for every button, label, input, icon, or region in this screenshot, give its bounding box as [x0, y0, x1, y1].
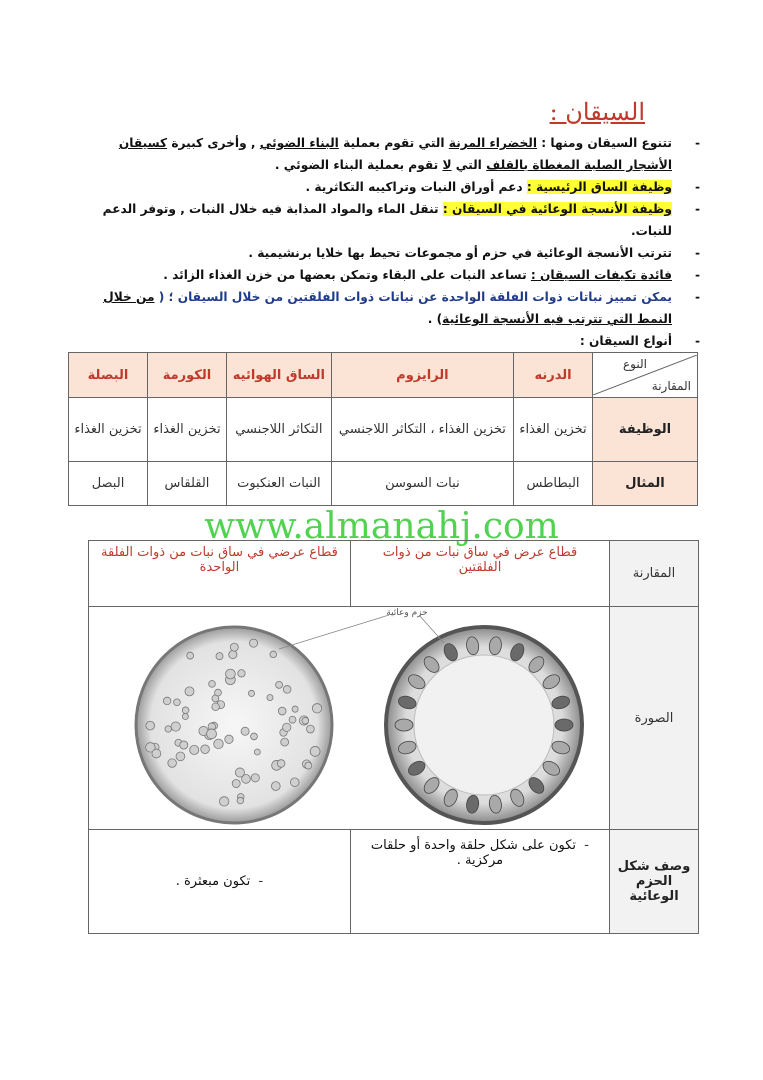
monocot-description: تكون مبعثرة .: [175, 874, 251, 889]
note-text: تترتب الأنسجة الوعائية في حزم أو مجموعات تحيط بها خلايا برنشيمية .: [248, 246, 672, 260]
vascular-bundle: [182, 707, 189, 714]
bullet-dash: -: [576, 838, 590, 853]
vascular-bundle: [174, 699, 181, 706]
list-item: [78, 176, 678, 198]
vascular-bundle: [207, 729, 217, 739]
vascular-bundle: [281, 738, 289, 746]
list-item: [78, 330, 678, 352]
watermark: www.almanahj.com: [204, 506, 559, 547]
table-cell: البصل: [69, 462, 148, 506]
dicot-section: [386, 627, 582, 823]
vascular-bundle: [251, 774, 259, 782]
vascular-bundle: [229, 650, 237, 658]
vascular-bundle: [146, 721, 155, 730]
vascular-bundle: [277, 760, 285, 768]
vascular-bundle: [278, 707, 286, 715]
note-text: كسيقان الأشجار الصلبة المغطاة بالقلف: [118, 136, 672, 172]
vascular-bundle: [312, 704, 321, 713]
vascular-bundle: [248, 690, 254, 696]
list-item: [78, 264, 678, 286]
highlighted-term: وظيفة الأنسجة الوعائية في السيقان :: [442, 202, 672, 216]
vascular-bundle: [267, 694, 273, 700]
note-text: تتنوع السيقان ومنها :: [537, 136, 672, 150]
vascular-bundle: [235, 768, 244, 777]
vascular-bundle: [292, 706, 298, 712]
vascular-bundle: [238, 670, 245, 677]
vascular-bundle: [283, 723, 291, 731]
stem-types-table: [68, 352, 698, 506]
corner-bottom-label: المقارنة: [651, 379, 691, 393]
vascular-bundle: [290, 778, 299, 787]
row-header: المقارنة: [610, 541, 699, 607]
vascular-bundle: [251, 733, 258, 740]
vascular-bundle: [289, 716, 296, 723]
vascular-bundle: [232, 780, 240, 788]
vascular-bundle: [283, 686, 291, 694]
note-text: التي تقوم بعملية: [338, 136, 449, 150]
vascular-bundle: [254, 749, 260, 755]
note-text: يمكن تمييز نباتات ذوات الفلقة الواحدة عن نباتات ذوات الفلقتين من خلال السيقان ؛ (: [154, 290, 672, 304]
vascular-bundle: [241, 727, 249, 735]
vascular-bundle: [276, 681, 283, 688]
monocot-title: قطاع عرضي في ساق نبات من ذوات الفلقة الواحدة: [89, 541, 351, 607]
vascular-bundle: [171, 722, 180, 731]
table-cell: تخزين الغذاء ، التكاثر اللاجنسي: [331, 398, 513, 462]
note-text: ) .: [427, 312, 443, 326]
stem-sections-illustration: [89, 607, 609, 829]
vascular-bundle: [271, 782, 280, 791]
table-cell: التكاثر اللاجنسي: [226, 398, 331, 462]
table-cell: القلقاس: [148, 462, 227, 506]
vascular-bundle: [180, 741, 188, 749]
vascular-bundle: [225, 735, 233, 743]
table-header-row: [69, 353, 698, 398]
list-item: [78, 132, 678, 176]
list-item: [78, 242, 678, 264]
vascular-bundle: [302, 717, 309, 724]
table-row: [69, 462, 698, 506]
vascular-bundle: [310, 746, 320, 756]
notes-list: [78, 132, 678, 352]
vascular-bundle: [215, 689, 222, 696]
table-cell: البطاطس: [514, 462, 593, 506]
list-item: [78, 286, 678, 330]
dicot-description-cell: [350, 830, 609, 934]
table-header: الكورمة: [148, 353, 227, 398]
table-header: الرايزوم: [331, 353, 513, 398]
row-header: المثال: [593, 462, 698, 506]
table-row: [89, 830, 699, 934]
vascular-bundle: [187, 652, 194, 659]
table-cell: تخزين الغذاء: [148, 398, 227, 462]
vascular-bundle: [237, 797, 244, 804]
vascular-bundle: [209, 681, 216, 688]
vascular-bundle: [270, 651, 277, 658]
table-row: [69, 398, 698, 462]
note-text: تنقل الماء والمواد المذابة فيه خلال النبات , وتوفر الدعم للنبات.: [102, 202, 672, 238]
table-header: البصلة: [69, 353, 148, 398]
note-text: فائدة تكيفات السيقان :: [530, 268, 672, 282]
vascular-bundle: [176, 752, 185, 761]
vascular-bundle-caption: حزم وعائية: [386, 608, 428, 618]
vascular-bundle: [185, 687, 194, 696]
vascular-bundle: [219, 797, 228, 806]
note-text: التي: [451, 158, 487, 172]
table-cell: نبات السوسن: [331, 462, 513, 506]
note-text: دعم أوراق النبات وتراكيبه التكاثرية .: [305, 180, 527, 194]
stem-cross-section-image: [89, 607, 610, 830]
page-title: السيقان :: [549, 98, 645, 126]
note-text: البناء الضوئي: [259, 136, 339, 150]
table-cell: النبات العنكبوت: [226, 462, 331, 506]
table-row: [89, 541, 699, 607]
highlighted-term: وظيفة الساق الرئيسية :: [526, 180, 672, 194]
vascular-bundle: [201, 745, 210, 754]
table-header: الدرنه: [514, 353, 593, 398]
vascular-bundle: [163, 697, 171, 705]
vascular-bundle: [305, 762, 312, 769]
corner-top-label: النوع: [623, 357, 647, 371]
table-cell: تخزين الغذاء: [69, 398, 148, 462]
dicot-description: تكون على شكل حلقة واحدة أو حلقات مركزية .: [370, 838, 577, 868]
table-cell: تخزين الغذاء: [514, 398, 593, 462]
vascular-comparison-table: [88, 540, 699, 934]
table-header: الساق الهوائيه: [226, 353, 331, 398]
note-text: تقوم بعملية البناء الضوئي .: [274, 158, 443, 172]
row-header: الصورة: [610, 607, 699, 830]
monocot-section: [136, 627, 332, 823]
row-header: الوظيفة: [593, 398, 698, 462]
note-text: أنواع السيقان :: [579, 334, 672, 348]
corner-cell: [593, 353, 698, 398]
note-text: تساعد النبات على البقاء وتمكن بعضها من خزن الغذاء الزائد .: [163, 268, 531, 282]
table-row: [89, 607, 699, 830]
vascular-bundle: [182, 713, 188, 719]
dicot-title: قطاع عرض في ساق نبات من ذوات الفلقتين: [350, 541, 609, 607]
note-text: , وأخرى كبيرة: [167, 136, 260, 150]
row-header: وصف شكل الحزم الوعائية: [610, 830, 699, 934]
vascular-bundle: [226, 669, 236, 679]
vascular-bundle: [249, 639, 257, 647]
vascular-bundle: [212, 703, 220, 711]
vascular-bundle: [168, 759, 177, 768]
list-item: [78, 198, 678, 242]
vascular-bundle: [165, 726, 171, 732]
vascular-bundle: [216, 653, 223, 660]
vascular-bundle: [230, 643, 238, 651]
note-text: لا: [442, 158, 452, 172]
vascular-bundle: [307, 725, 315, 733]
vascular-bundle: [190, 745, 199, 754]
vascular-bundle: [555, 719, 573, 731]
vascular-bundle: [214, 739, 224, 749]
note-text: من خلال النمط التي تترتب فيه الأنسجة الوعائية: [103, 290, 672, 326]
bullet-dash: -: [250, 874, 264, 889]
note-text: الخضراء المرنة: [448, 136, 538, 150]
monocot-description-cell: [89, 830, 351, 934]
vascular-bundle: [152, 749, 161, 758]
vascular-bundle: [395, 719, 413, 731]
